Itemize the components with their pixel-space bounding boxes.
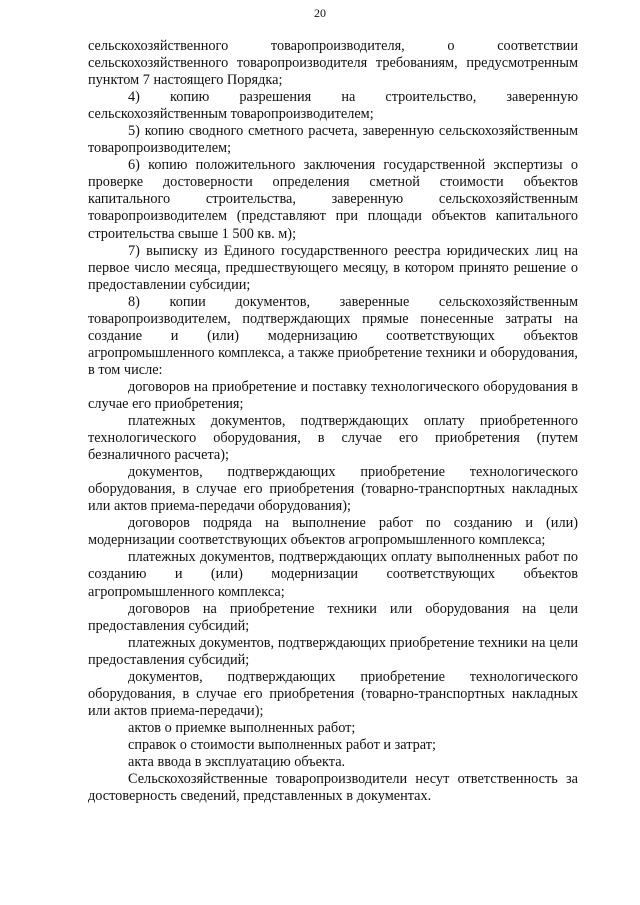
document-body [88,38,578,805]
list-item: платежных документов, подтверждающих оплату приобретенного технологического оборудования, в случае его приобретения (путем безналичного расчета); [88,413,578,464]
list-item: договоров подряда на выполнение работ по созданию и (или) модернизации соответствующих объектов агропромышленного комплекса; [88,515,578,549]
paragraph-item-5: 5) копию сводного сметного расчета, заверенную сельскохозяйственным товаропроизводителем; [88,123,578,157]
paragraph-item-7: 7) выписку из Единого государственного реестра юридических лиц на первое число месяца, предшествующего месяцу, в котором принято решение о предоставлении субсидии; [88,242,578,293]
list-item: справок о стоимости выполненных работ и затрат; [128,736,437,753]
list-item: договоров на приобретение техники или оборудования на цели предоставления субсидий; [88,600,578,634]
list-item: платежных документов, подтверждающих приобретение техники на цели предоставления субсидий; [88,634,578,668]
paragraph-item-4: 4) копию разрешения на строительство, заверенную сельскохозяйственным товаропроизводителем; [88,89,578,123]
list-item: платежных документов, подтверждающих оплату выполненных работ по созданию и (или) модернизации соответствующих объектов агропромышленного комплекса; [88,549,578,600]
paragraph-continuation: сельскохозяйственного товаропроизводителя, о соответствии сельскохозяйственного товаропроизводителя требованиям, предусмотренным пунктом 7 настоящего Порядка; [88,38,578,89]
page-number: 20 [314,6,326,20]
list-item: актов о приемке выполненных работ; [128,719,356,736]
list-item: документов, подтверждающих приобретение технологического оборудования, в случае его приобретения (товарно-транспортных накладных или актов приема-передачи); [88,668,578,719]
list-item: акта ввода в эксплуатацию объекта. [128,753,346,770]
list-item: договоров на приобретение и поставку технологического оборудования в случае его приобретения; [88,378,578,412]
paragraph-item-8: 8) копии документов, заверенные сельскохозяйственным товаропроизводителем, подтверждающих прямые понесенные затраты на создание и (или) модернизацию соответствующих объектов агропромышленного комплекса, а также приобретение техники и оборудования, в том числе: [88,293,578,378]
list-item: документов, подтверждающих приобретение технологического оборудования, в случае его приобретения (товарно-транспортных накладных или актов приема-передачи оборудования); [88,464,578,515]
responsibility-paragraph: Сельскохозяйственные товаропроизводители несут ответственность за достоверность сведений, представленных в документах. [88,771,578,805]
paragraph-item-6: 6) копию положительного заключения государственной экспертизы о проверке достоверности определения сметной стоимости объектов капитального строительства, заверенную сельскохозяйственным товаропроизводителем (представляют при площади объектов капитального строительства свыше 1 500 кв. м); [88,157,578,242]
